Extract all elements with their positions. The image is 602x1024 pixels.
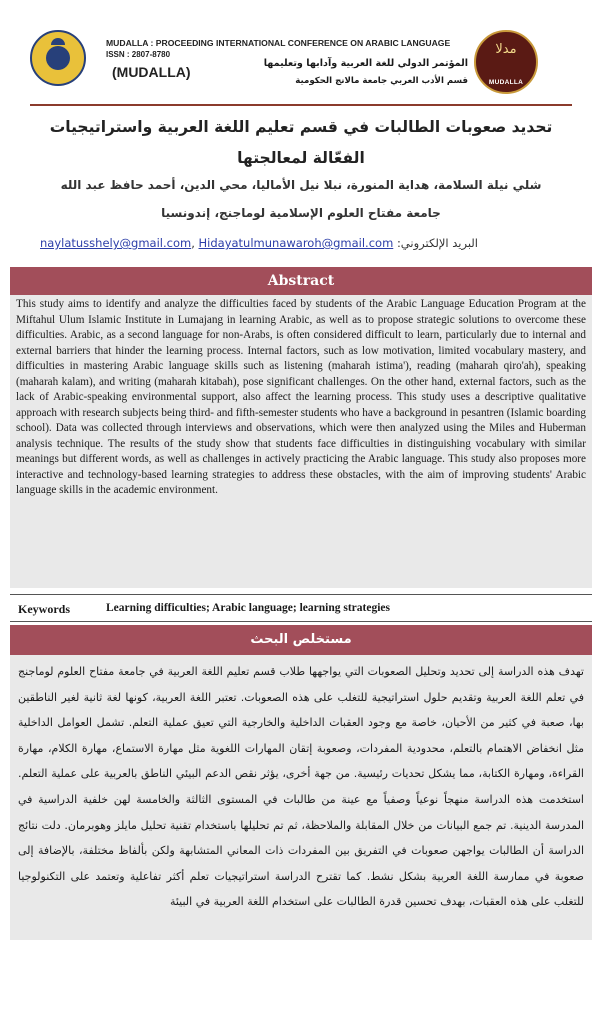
arabic-abstract-text: تهدف هذه الدراسة إلى تحديد وتحليل الصعوبات التي يواجهها طلاب قسم تعليم اللغة العربية في جامعة مفتاح العلوم لوماجنج في تعلم اللغة العربية وتقديم حلول استراتيجية للتغلب على هذه الصعوبات. تعتبر اللغة العربية، كونها لغة ثانية لغير الناطقين بها، صعبة في كثير من الأحيان، خاصة مع وجود العقبات الداخلية والخارجية التي تعيق عملية التعلم. تشمل العوامل الداخلية مثل انخفاض الاهتمام بالتعلم، محدودية المفردات، وصعوبة إتقان المهارات اللغوية مثل مهارة الاستماع، مهارة الكلام، مهارة القراءة، ومهارة الكتابة، مما يشكل تحديات رئيسية. من جهة أخرى، يؤثر نقص الدعم البيئي الناطق بالعربية على عملية التعلم. استخدمت هذه الدراسة منهجاً نوعياً وصفياً مع عينة من طالبات في المستوى الثالثة والخامسة لهن خلفية الدراسية في المدرسة الدينية. تم جمع البيانات من خلال المقابلة والملاحظة، ثم تم تحليلها باستخدام تقنية تحليل مايلز وهوبرمان. دلت نتائج الدراسة أن الطالبات يواجهن صعوبات في التفريق بين المفردات ذات المعاني المتشابهة ولكن بألفاظ مختلفة، بالإضافة إلى صعوبة في ممارسة اللغة العربية بشكل نشط. كما تقترح الدراسة استراتيجيات تعلم أكثر تفاعلية وتعتمد على التكنولوجيا للتغلب على هذه العقبات، بهدف تحسين قدرة الطالبات على استخدام اللغة العربية في البيئة: [18, 665, 584, 909]
email-link-2[interactable]: Hidayatulmunawaroh@gmail.com: [198, 236, 394, 250]
paper-title: تحديد صعوبات الطالبات في قسم تعليم اللغة العربية واستراتيجيات الفعّالة لمعالجتها: [49, 118, 553, 167]
conference-acronym: (MUDALLA): [112, 64, 191, 80]
email-link-1[interactable]: naylatusshely@gmail.com: [40, 236, 192, 250]
conference-title: MUDALLA : PROCEEDING INTERNATIONAL CONFERENCE ON ARABIC LANGUAGE: [106, 38, 451, 48]
arabic-abstract-box: [10, 655, 592, 940]
issn-number: ISSN : 2807-8780: [106, 50, 171, 59]
keywords-top-rule: [10, 594, 592, 595]
seal-emblem-shape: [46, 46, 70, 70]
keywords-bottom-rule: [10, 621, 592, 622]
email-line: [40, 236, 552, 250]
seal-cap-shape: [51, 38, 65, 45]
conference-title-arabic: المؤتمر الدولي للغة العربية وآدابها وتعليمها: [263, 58, 468, 69]
abstract-box: [10, 295, 592, 588]
department-arabic: قسم الأدب العربي جامعة مالانج الحكومية: [295, 76, 468, 86]
abstract-text: This study aims to identify and analyze the difficulties faced by students of the Arabic Language Education Program at the Miftahul Ulum Islamic Institute in Lumajang in learning Arabic, as well as to propose strategic solutions to overcome these difficulties. Arabic, as a second language for non-Arabs, is often considered difficult to learn, particularly due to internal and external barriers that hinder the learning process. Internal factors, such as low motivation, limited vocabulary mastery, and difficulties in mastering Arabic language skills such as listening (maharah istima'), reading (maharah qiro'ah), speaking (maharah kalam), and writing (maharah kitabah), pose significant challenges. On the other hand, external factors, such as the lack of Arabic-speaking environmental support, also affect the learning process. This study uses a descriptive qualitative approach with research subjects being third- and fifth-semester students who have a background in pesantren (Islamic boarding school). Data was collected through interviews and observations, which were then analyzed using the Miles and Huberman analysis technique. The results of the study show that students face difficulties in distinguishing vocabulary with similar meanings but different words, as well as challenges in actively practicing the Arabic language. This study also proposes more interactive and technology-based learning strategies to address these obstacles, with the aim of improving students' Arabic language skills in the academic environment.: [16, 298, 586, 496]
header-divider: [30, 104, 572, 106]
author-list: شلي نيلة السلامة، هداية المنورة، نبلا نيل الأماليا، محي الدين، أحمد حافظ عبد الله: [60, 178, 542, 192]
keywords-value: Learning difficulties; Arabic language; learning strategies: [106, 602, 390, 614]
university-seal-logo: [30, 30, 86, 86]
abstract-heading: Abstract: [10, 267, 592, 295]
email-label: البريد الإلكتروني:: [396, 236, 478, 250]
mudalla-logo: [474, 30, 538, 94]
author-affiliation: جامعة مفتاح العلوم الإسلامية لوماجنج، إندونسيا: [161, 206, 441, 220]
mudalla-logo-word: MUDALLA: [488, 79, 524, 86]
mudalla-logo-mark: مدلا: [495, 42, 517, 57]
keywords-label: Keywords: [18, 602, 70, 616]
arabic-abstract-heading: مستخلص البحث: [10, 625, 592, 655]
email-separator: ,: [191, 236, 199, 250]
